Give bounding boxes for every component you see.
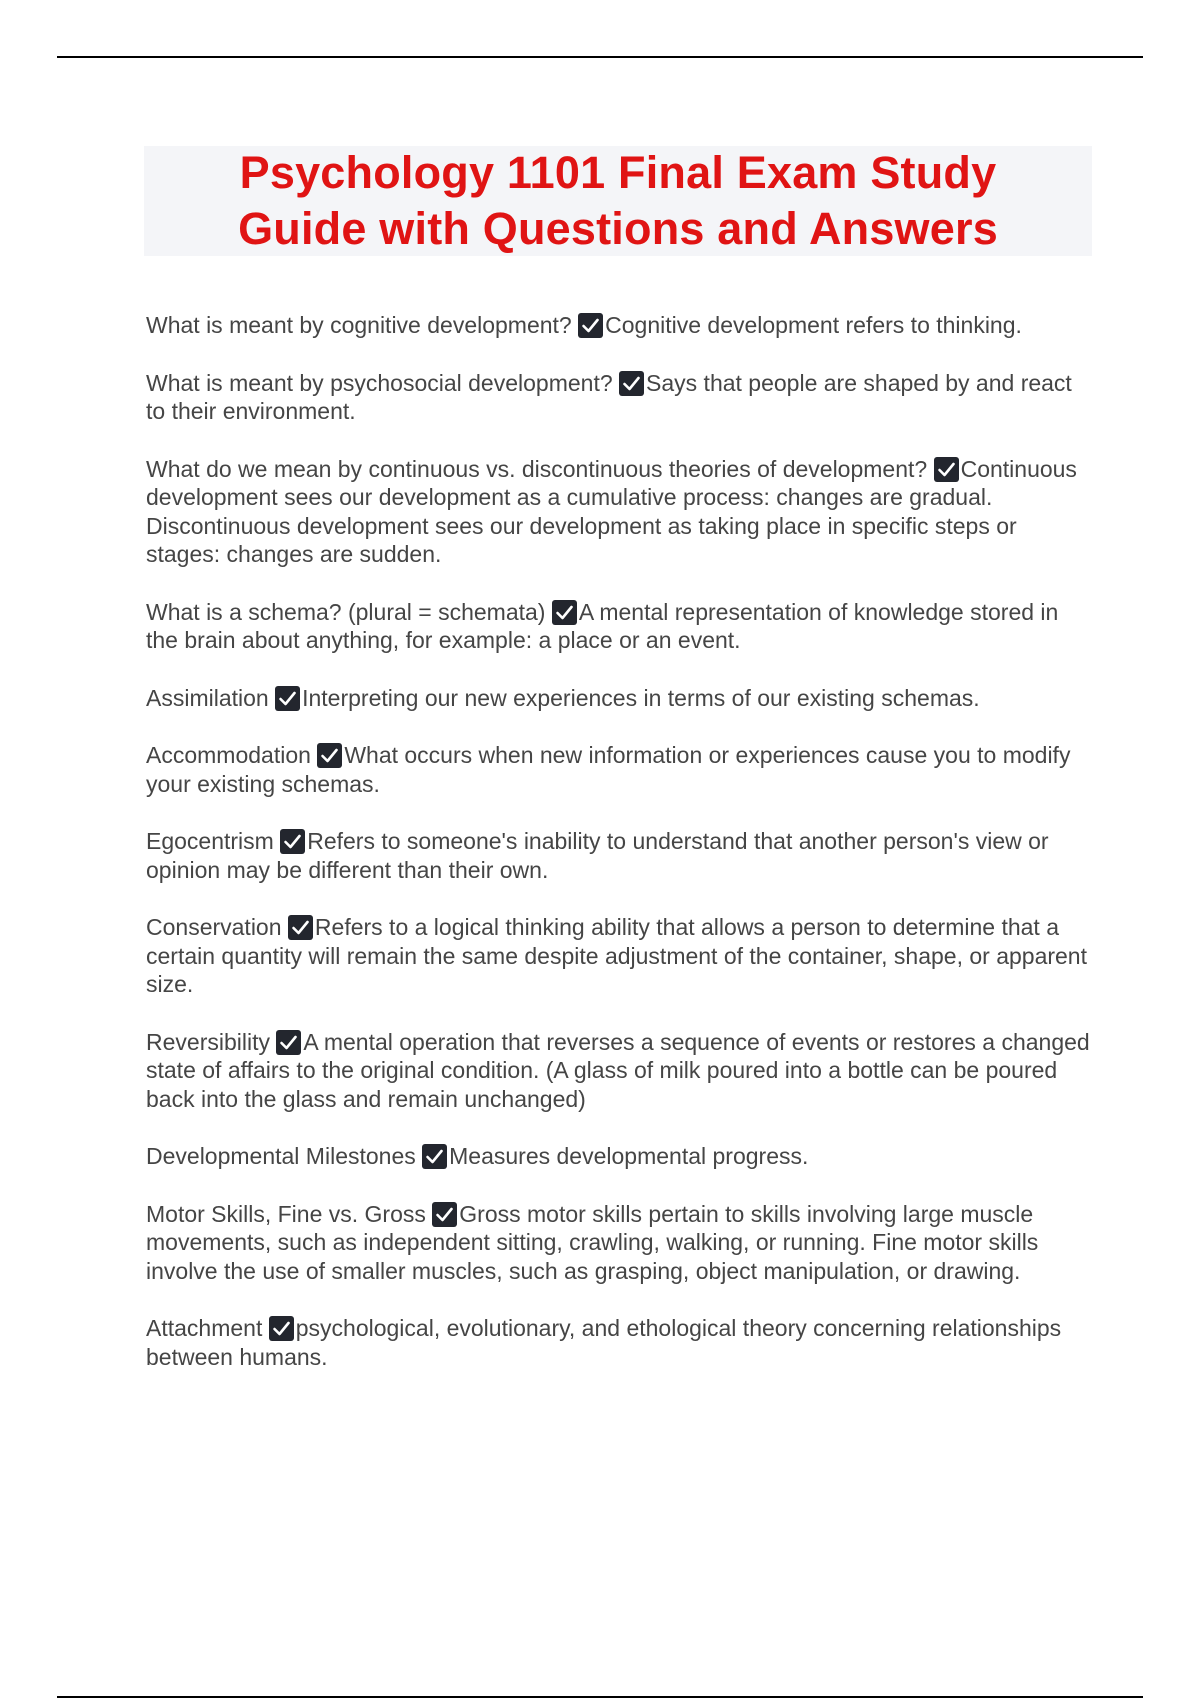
- title-line-1: Psychology 1101 Final Exam Study: [239, 147, 997, 198]
- qa-item: [146, 1142, 1092, 1171]
- qa-item: [146, 741, 1092, 798]
- qa-item: [146, 369, 1092, 426]
- answer-text: Continuous development sees our development as a cumulative process: changes are gradual. Discontinuous development sees our development as taking place in specific steps or stages: changes are sudden.: [146, 455, 1077, 567]
- title-line-2: Guide with Questions and Answers: [238, 203, 998, 254]
- question-text: What is a schema? (plural = schemata): [146, 598, 546, 625]
- qa-item: [146, 455, 1092, 569]
- question-text: Egocentrism: [146, 828, 274, 854]
- checkmark-box-icon: [432, 1202, 457, 1227]
- checkmark-box-icon: [280, 829, 305, 854]
- qa-item: [146, 827, 1092, 884]
- question-text: Developmental Milestones: [146, 1143, 416, 1169]
- qa-item: [146, 913, 1092, 999]
- checkmark-box-icon: [934, 457, 959, 482]
- question-text: Attachment: [146, 1315, 263, 1341]
- question-text: What is meant by cognitive development?: [146, 312, 572, 338]
- bottom-rule: [57, 1696, 1143, 1698]
- answer-text: Says that people are shaped by and react to their environment.: [146, 369, 1072, 424]
- checkmark-box-icon: [422, 1144, 447, 1169]
- answer-text: psychological, evolutionary, and ethological theory concerning relationships between humans.: [146, 1315, 1062, 1370]
- question-text: Conservation: [146, 914, 282, 940]
- question-text: Reversibility: [146, 1028, 270, 1055]
- checkmark-box-icon: [275, 686, 300, 711]
- qa-item: [146, 1200, 1092, 1286]
- answer-text: A mental representation of knowledge stored in the brain about anything, for example: a place or an event.: [146, 598, 1059, 653]
- answer-text: Gross motor skills pertain to skills involving large muscle movements, such as independent sitting, crawling, walking, or running. Fine motor skills involve the use of smaller muscles, such as grasping, object manipulation, or drawing.: [146, 1200, 1039, 1284]
- checkmark-box-icon: [552, 600, 577, 625]
- answer-text: Interpreting our new experiences in terms of our existing schemas.: [302, 684, 980, 711]
- top-rule: [57, 56, 1143, 58]
- qa-item: [146, 684, 1092, 713]
- checkmark-box-icon: [276, 1030, 301, 1055]
- checkmark-box-icon: [288, 915, 313, 940]
- answer-text: What occurs when new information or experiences cause you to modify your existing schemas.: [146, 742, 1071, 797]
- checkmark-box-icon: [269, 1316, 294, 1341]
- qa-item: [146, 1028, 1092, 1114]
- qa-item: [146, 1314, 1092, 1371]
- qa-list: [146, 311, 1092, 1400]
- answer-text: A mental operation that reverses a sequence of events or restores a changed state of affairs to the original condition. (A glass of milk poured into a bottle can be poured back into the glass and remain unchanged): [146, 1028, 1090, 1112]
- qa-item: [146, 598, 1092, 655]
- question-text: What do we mean by continuous vs. discontinuous theories of development?: [146, 455, 928, 482]
- qa-item: [146, 311, 1092, 340]
- question-text: Assimilation: [146, 684, 269, 711]
- title-banner: [144, 146, 1092, 256]
- page-title: [238, 145, 998, 257]
- checkmark-box-icon: [578, 313, 603, 338]
- checkmark-box-icon: [317, 743, 342, 768]
- answer-text: Refers to a logical thinking ability that allows a person to determine that a certain quantity will remain the same despite adjustment of the container, shape, or apparent size.: [146, 914, 1087, 997]
- answer-text: Measures developmental progress.: [449, 1143, 809, 1169]
- question-text: What is meant by psychosocial development?: [146, 369, 613, 396]
- question-text: Motor Skills, Fine vs. Gross: [146, 1200, 426, 1227]
- answer-text: Refers to someone's inability to understand that another person's view or opinion may be different than their own.: [146, 828, 1049, 883]
- answer-text: Cognitive development refers to thinking.: [605, 312, 1022, 338]
- checkmark-box-icon: [619, 371, 644, 396]
- question-text: Accommodation: [146, 742, 311, 768]
